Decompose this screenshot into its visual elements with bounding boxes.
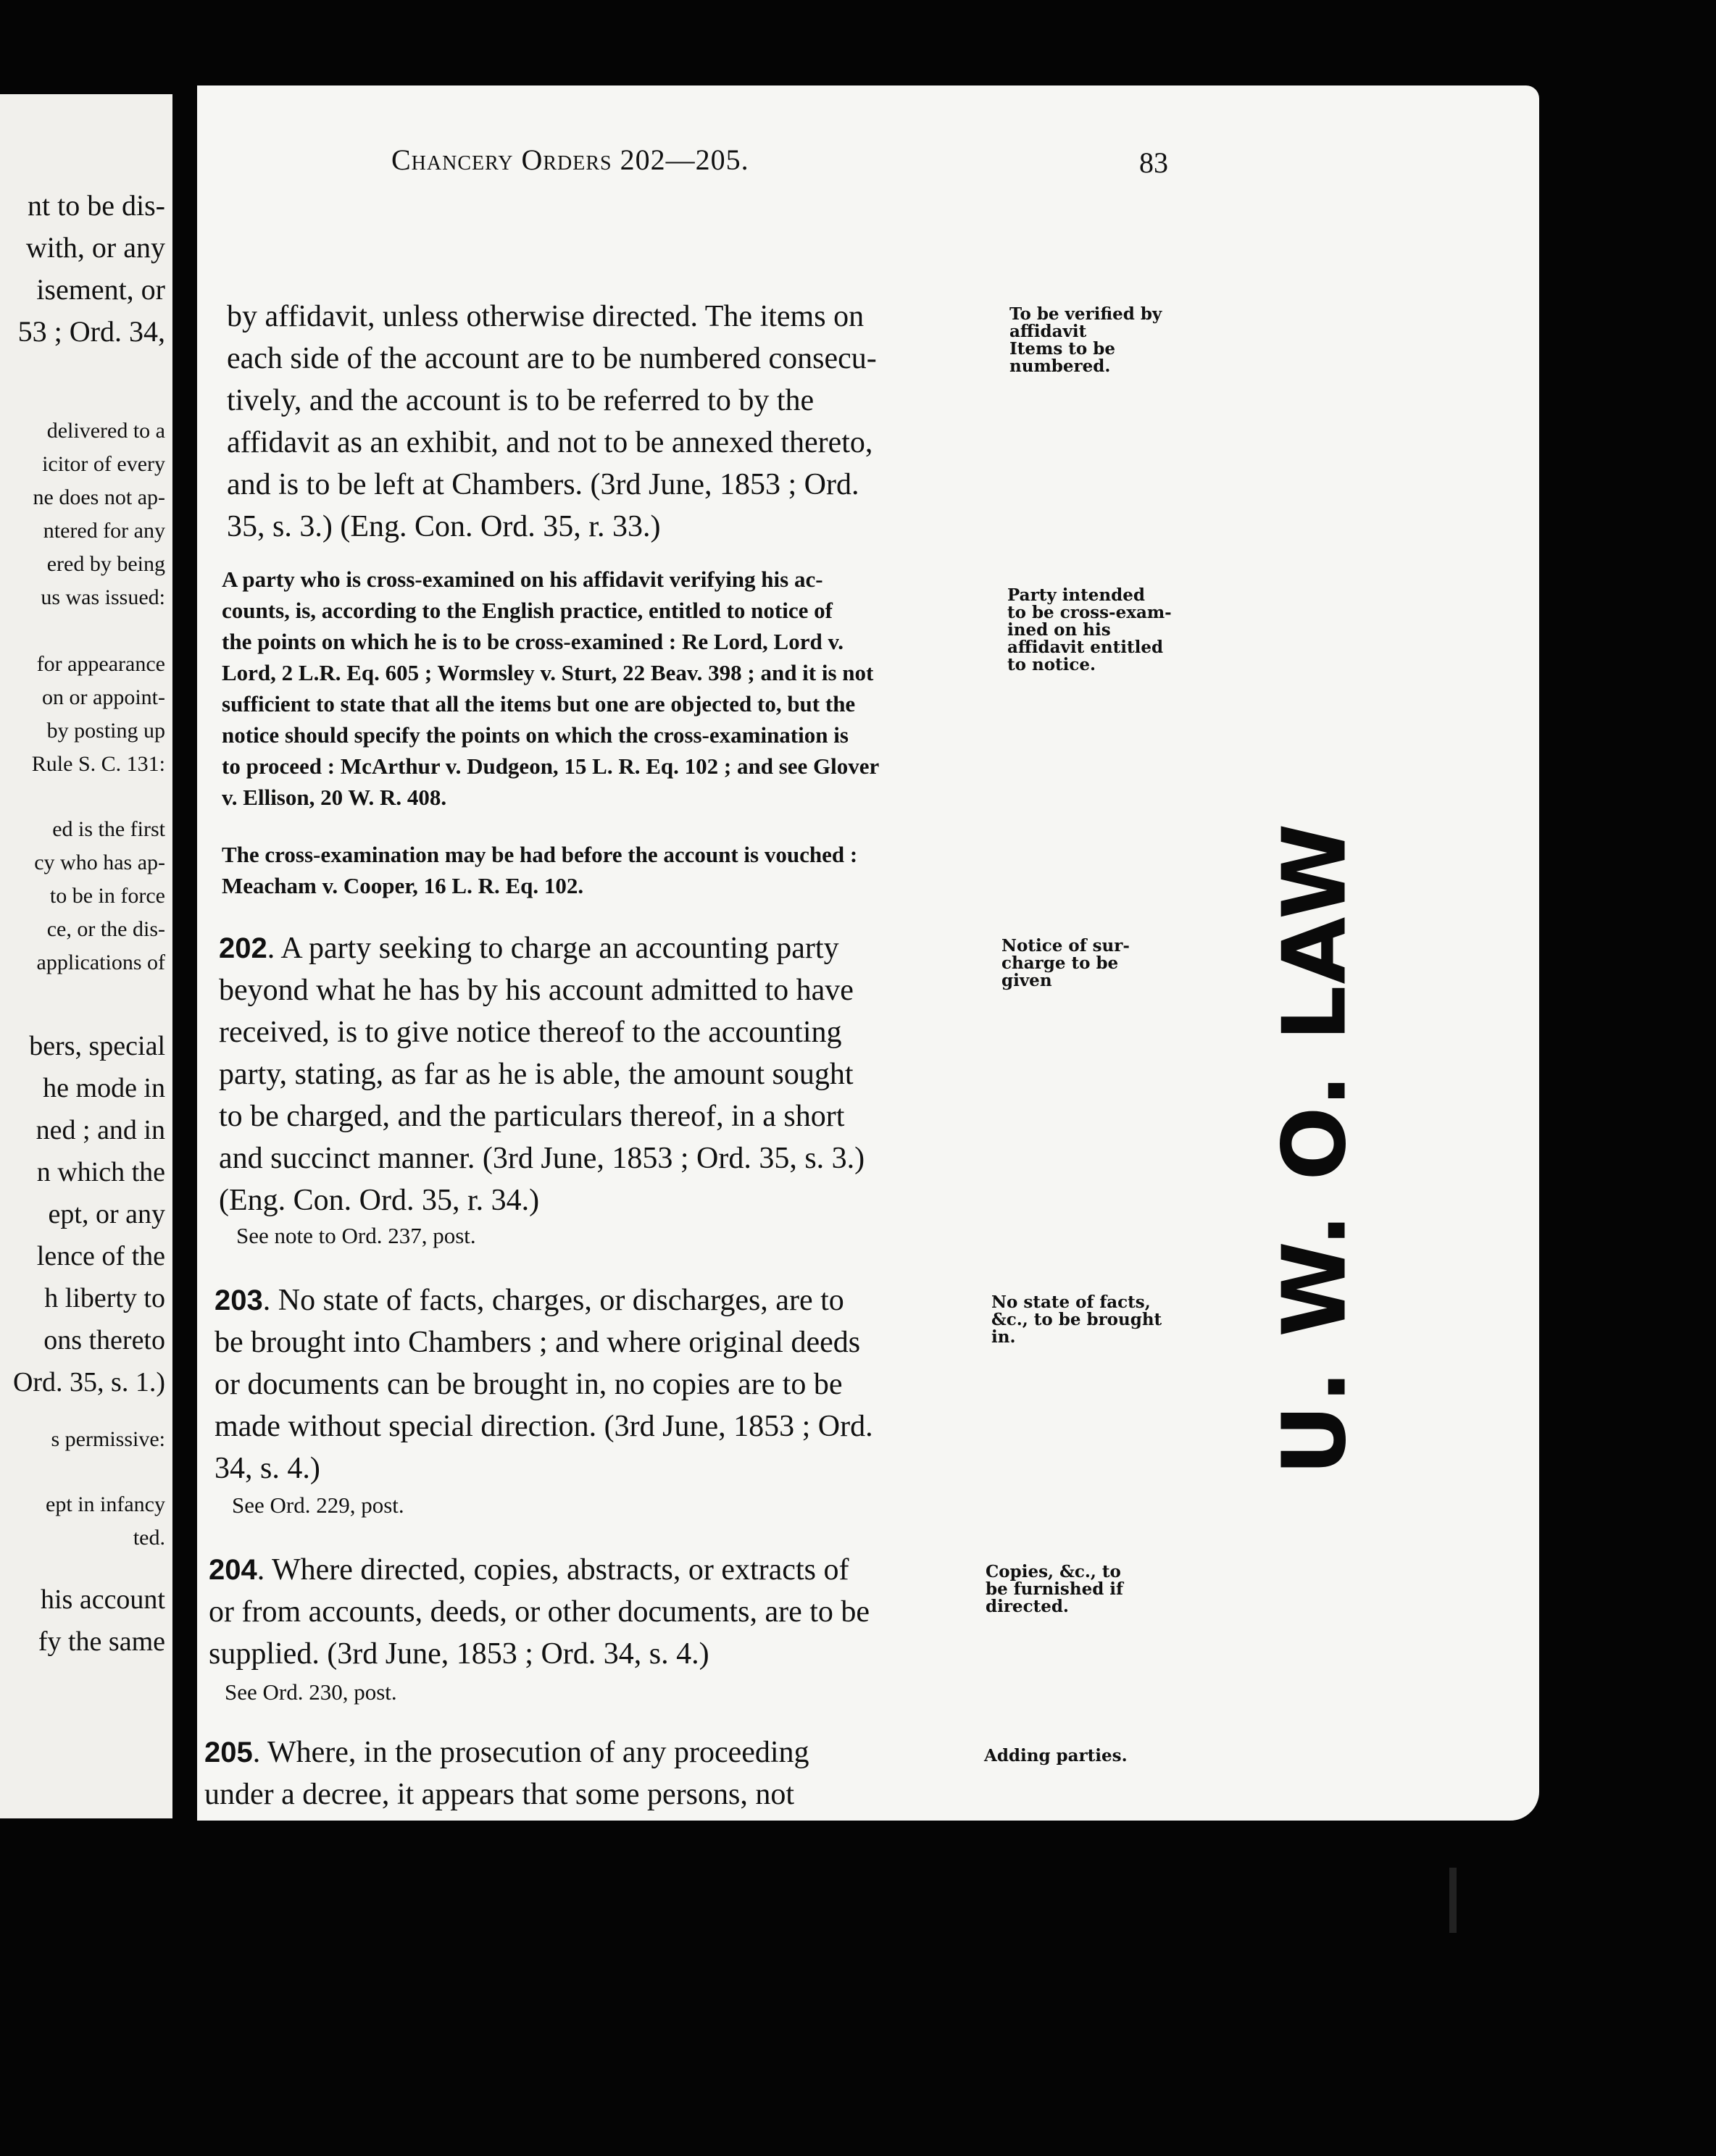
text-line: to proceed : McArthur v. Dudgeon, 15 L. R. Eq. 102 ; and see Glover [222, 753, 880, 779]
left-page-line: Ord. 35, s. 1.) [12, 1367, 165, 1397]
left-page-line: ntered for any [43, 519, 165, 543]
text-line: or from accounts, deeds, or other documents, are to be [209, 1595, 870, 1629]
text-line: Meacham v. Cooper, 16 L. R. Eq. 102. [222, 873, 584, 898]
order-number: 204 [209, 1554, 257, 1586]
order-203 [214, 1279, 983, 1489]
note-203: See Ord. 229, post. [232, 1492, 404, 1518]
text-line: counts, is, according to the English practice, entitled to notice of [222, 598, 833, 623]
margin-note-line: affidavit [1009, 322, 1087, 341]
left-page-line: ons thereto [43, 1325, 165, 1355]
text-line: Lord, 2 L.R. Eq. 605 ; Wormsley v. Sturt, 22 Beav. 398 ; and it is not [222, 660, 874, 685]
text-line: 202. A party seeking to charge an accounting party [219, 932, 839, 965]
left-page-line: bers, special [29, 1031, 165, 1061]
text-line: affidavit as an exhibit, and not to be annexed thereto, [227, 426, 873, 459]
left-page-line: isement, or [36, 273, 165, 306]
text-line: under a decree, it appears that some persons, not [204, 1778, 795, 1811]
left-page-line: his account [40, 1584, 165, 1615]
left-page-line: on or appoint- [42, 685, 165, 709]
left-page-line: s permissive: [51, 1427, 165, 1451]
text-line: A party who is cross-examined on his affidavit verifying his ac- [222, 567, 823, 592]
left-page-line: ted. [133, 1526, 165, 1550]
margin-note-line: To be verified by [1009, 304, 1162, 324]
margin-note-line: charge to be [1001, 953, 1119, 973]
text-line: sufficient to state that all the items but one are objected to, but the [222, 691, 856, 716]
margin-note-line: Notice of sur- [1001, 936, 1130, 956]
text-line: notice should specify the points on which the cross-examination is [222, 722, 849, 748]
left-page-line: lence of the [36, 1241, 165, 1271]
margin-note-line: ined on his [1007, 620, 1111, 640]
left-page-line: n which the [36, 1157, 165, 1187]
note-201-cross-examination [222, 564, 1001, 813]
note-201-vouched [222, 839, 1001, 901]
margin-note-line: given [1001, 971, 1052, 990]
left-page-line: applications of [36, 950, 165, 974]
text-line: party, stating, as far as he is able, the amount sought [219, 1058, 854, 1091]
margin-note-copies [986, 1563, 1123, 1616]
page-number: 83 [1139, 146, 1168, 179]
note-204: See Ord. 230, post. [225, 1679, 397, 1705]
order-number: 202 [219, 932, 267, 964]
margin-note-line: Items to be [1009, 339, 1115, 359]
margin-note-state-of-facts [991, 1294, 1162, 1346]
left-page-line: ce, or the dis- [46, 917, 165, 941]
text-line: be brought into Chambers ; and where original deeds [214, 1326, 861, 1359]
order-number: 203 [214, 1284, 263, 1316]
text-line: 35, s. 3.) (Eng. Con. Ord. 35, r. 33.) [227, 510, 661, 543]
left-page-line: by posting up [46, 719, 165, 743]
left-page-line: for appearance [36, 652, 165, 676]
text-line: supplied. (3rd June, 1853 ; Ord. 34, s. 4.) [209, 1637, 709, 1671]
left-page-fragment [0, 94, 172, 1818]
margin-note-line: &c., to be brought [991, 1310, 1162, 1329]
left-page-line: nt to be dis- [28, 189, 165, 222]
text-line: to be charged, and the particulars thereof, in a short [219, 1100, 845, 1133]
text-line: v. Ellison, 20 W. R. 408. [222, 785, 447, 810]
text-line: received, is to give notice thereof to the accounting [219, 1016, 842, 1049]
text-line: 205. Where, in the prosecution of any proceeding [204, 1736, 809, 1769]
margin-note-party-cross-examined [1007, 587, 1172, 674]
order-204 [209, 1549, 977, 1675]
margin-note-line: be furnished if [986, 1579, 1123, 1599]
left-page-line: us was issued: [41, 585, 165, 609]
left-page-line: Rule S. C. 131: [31, 752, 165, 776]
text-line: and is to be left at Chambers. (3rd June, 1853 ; Ord. [227, 468, 859, 501]
margin-note-line: to notice. [1007, 655, 1096, 674]
text-line: 204. Where directed, copies, abstracts, or extracts of [209, 1553, 849, 1587]
text-line: made without special direction. (3rd June, 1853 ; Ord. [214, 1410, 873, 1443]
left-page-line: cy who has ap- [34, 851, 165, 874]
margin-note-line: to be cross-exam- [1007, 603, 1172, 622]
margin-note-verified [1009, 306, 1162, 375]
text-line: 203. No state of facts, charges, or discharges, are to [214, 1284, 844, 1317]
margin-note-line: directed. [986, 1597, 1069, 1616]
left-page-line: delivered to a [46, 419, 165, 443]
margin-note-line: affidavit entitled [1007, 638, 1164, 657]
margin-note-line: Adding parties. [984, 1746, 1128, 1766]
left-page-line: ned ; and in [36, 1115, 165, 1145]
left-page-line: fy the same [38, 1626, 165, 1657]
text-line: and succinct manner. (3rd June, 1853 ; Ord. 35, s. 3.) [219, 1142, 865, 1175]
text-line: the points on which he is to be cross-examined : Re Lord, Lord v. [222, 629, 844, 654]
note-202: See note to Ord. 237, post. [236, 1223, 476, 1248]
text-line: or documents can be brought in, no copies are to be [214, 1368, 843, 1401]
margin-note-line: in. [991, 1327, 1016, 1347]
margin-note-line: numbered. [1009, 356, 1111, 376]
left-page-line: he mode in [43, 1073, 165, 1103]
left-page-line: to be in force [49, 884, 165, 908]
order-number: 205 [204, 1737, 253, 1768]
left-page-line: ept, or any [48, 1199, 165, 1229]
text-line: (Eng. Con. Ord. 35, r. 34.) [219, 1184, 540, 1217]
text-line: beyond what he has by his account admitted to have [219, 974, 854, 1007]
edge-smudge [1449, 1868, 1457, 1933]
left-page-line: ne does not ap- [33, 485, 165, 509]
left-page-line: ed is the first [52, 817, 165, 841]
left-page-line: h liberty to [44, 1283, 165, 1313]
left-page-line: with, or any [25, 231, 165, 264]
margin-note-line: Copies, &c., to [986, 1562, 1121, 1582]
left-page-line: ered by being [46, 552, 165, 576]
margin-note-line: Party intended [1007, 585, 1145, 605]
left-page-line: icitor of every [42, 452, 165, 476]
text-line: each side of the account are to be numbered consecu- [227, 342, 877, 375]
text-line: The cross-examination may be had before the account is vouched : [222, 842, 858, 867]
left-page-line: ept in infancy [46, 1492, 165, 1516]
library-stamp: U. W. O. LAW [1265, 822, 1366, 1475]
paragraph-201-continued [227, 296, 1002, 548]
margin-note-adding-parties [984, 1747, 1128, 1765]
margin-note-surcharge [1001, 937, 1130, 990]
text-line: 34, s. 4.) [214, 1452, 320, 1485]
order-202 [219, 927, 991, 1221]
running-header: Chancery Orders 202—205. [391, 143, 749, 176]
text-line: by affidavit, unless otherwise directed. The items on [227, 300, 865, 333]
text-line: tively, and the account is to be referred to by the [227, 384, 815, 417]
left-page-line: 53 ; Ord. 34, [17, 315, 165, 348]
order-205 [204, 1731, 976, 1816]
margin-note-line: No state of facts, [991, 1292, 1151, 1312]
